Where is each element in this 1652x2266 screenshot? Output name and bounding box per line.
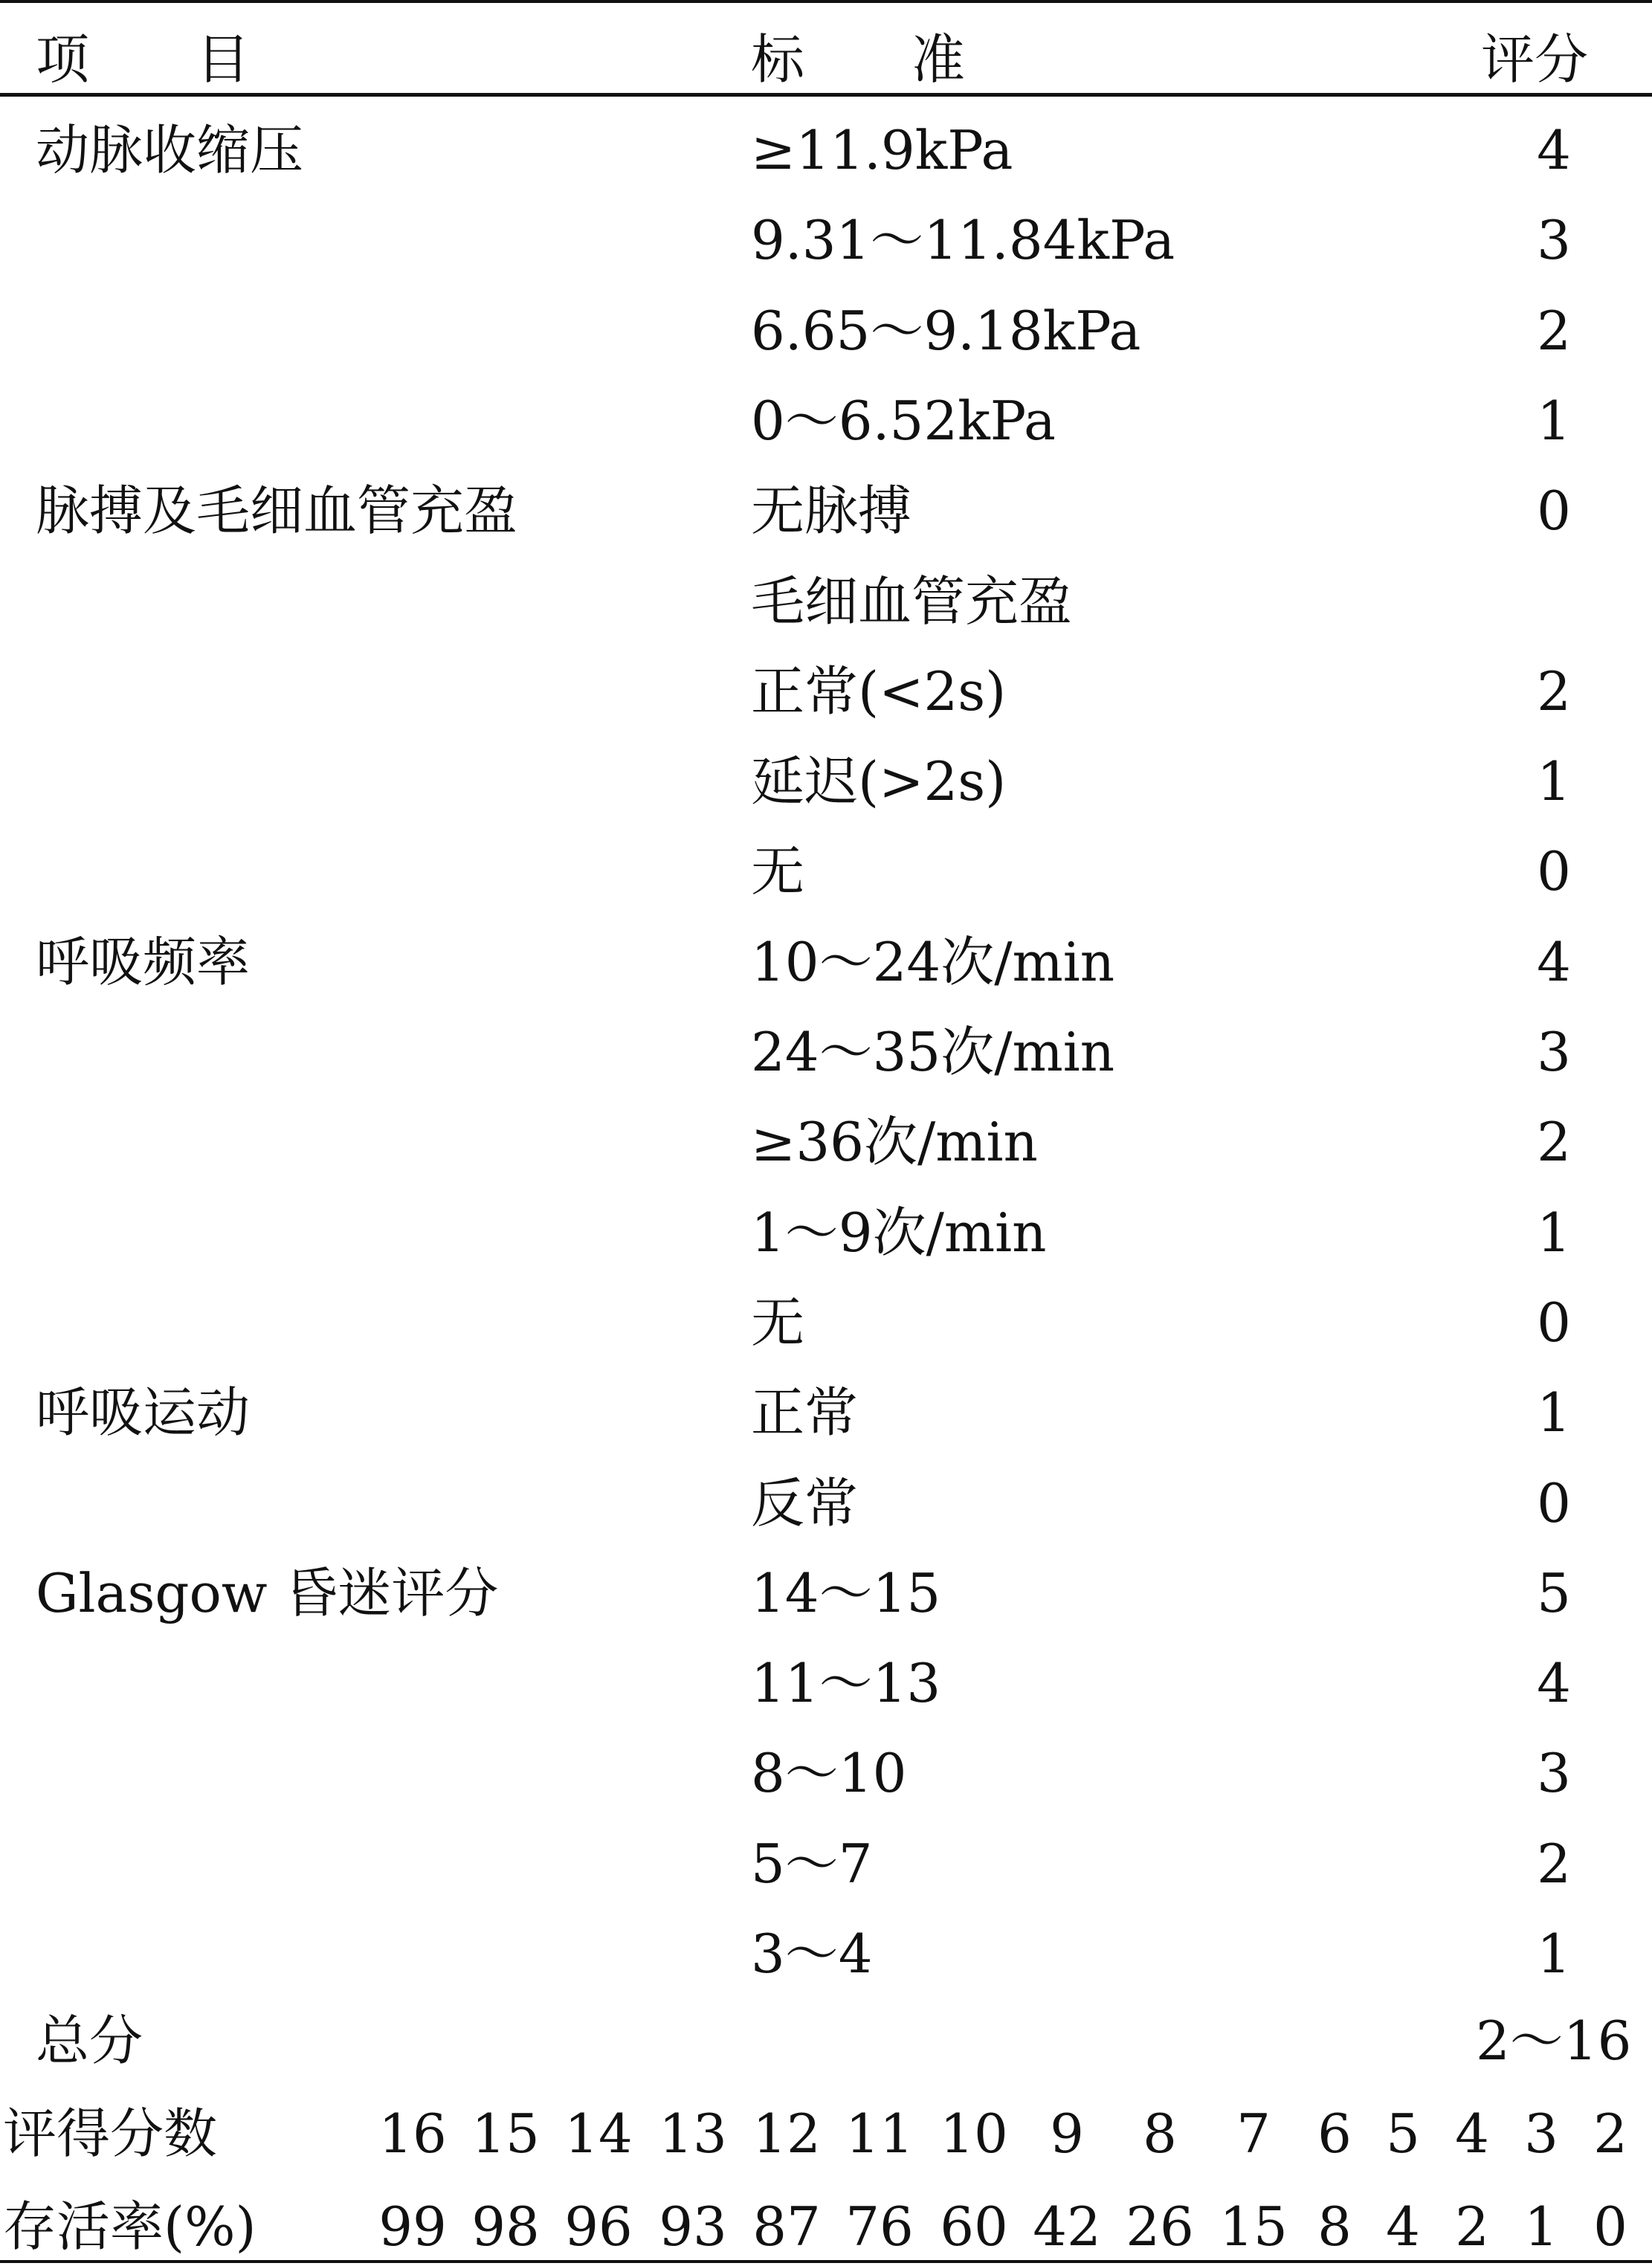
survival-value: 93 bbox=[659, 2195, 727, 2258]
row-standard: 正常(<2s) bbox=[751, 660, 1007, 723]
row-score: 3 bbox=[1537, 1021, 1571, 1083]
row-score: 1 bbox=[1537, 1923, 1571, 1985]
score-value: 5 bbox=[1386, 2102, 1420, 2165]
row-standard: 8～10 bbox=[751, 1742, 907, 1804]
header-score: 评分 bbox=[1481, 28, 1589, 91]
row-standard: 11～13 bbox=[751, 1652, 941, 1714]
score-value: 16 bbox=[378, 2102, 447, 2165]
row-score: 0 bbox=[1537, 840, 1571, 903]
row-standard: ≥36次/min bbox=[751, 1111, 1038, 1173]
score-value: 3 bbox=[1524, 2102, 1558, 2165]
survival-value: 98 bbox=[471, 2195, 540, 2258]
row-standard: 0～6.52kPa bbox=[751, 390, 1056, 452]
survival-row-label: 存活率(%) bbox=[3, 2195, 256, 2258]
row-score: 2 bbox=[1537, 660, 1571, 723]
header-standard: 标 准 bbox=[751, 28, 966, 91]
row-standard: 10～24次/min bbox=[751, 931, 1115, 993]
score-value: 11 bbox=[845, 2102, 914, 2165]
header-item: 项 目 bbox=[36, 28, 251, 91]
survival-value: 42 bbox=[1033, 2195, 1101, 2258]
row-score: 2 bbox=[1537, 1111, 1571, 1173]
row-standard: 14～15 bbox=[751, 1562, 941, 1624]
row-standard: 3～4 bbox=[751, 1923, 873, 1985]
score-value: 4 bbox=[1455, 2102, 1489, 2165]
score-value: 7 bbox=[1236, 2102, 1271, 2165]
row-score: 2 bbox=[1537, 300, 1571, 362]
row-score: 3 bbox=[1537, 209, 1571, 271]
row-score: 4 bbox=[1537, 931, 1571, 993]
survival-value: 8 bbox=[1317, 2195, 1352, 2258]
row-standard: 无脉搏 bbox=[751, 480, 912, 542]
survival-value: 76 bbox=[845, 2195, 914, 2258]
row-standard: 正常 bbox=[751, 1381, 859, 1444]
row-standard: 无 bbox=[751, 1291, 805, 1354]
row-score: 1 bbox=[1537, 1201, 1571, 1264]
row-item: 动脉收缩压 bbox=[36, 119, 304, 181]
row-score: 1 bbox=[1537, 750, 1571, 813]
row-score: 1 bbox=[1537, 1381, 1571, 1444]
survival-value: 99 bbox=[378, 2195, 447, 2258]
survival-value: 87 bbox=[752, 2195, 821, 2258]
row-item: Glasgow 昏迷评分 bbox=[36, 1562, 499, 1624]
row-score: 0 bbox=[1537, 1291, 1571, 1354]
survival-value: 2 bbox=[1455, 2195, 1489, 2258]
score-value: 15 bbox=[471, 2102, 540, 2165]
row-item: 脉搏及毛细血管充盈 bbox=[36, 480, 518, 542]
score-value: 10 bbox=[940, 2102, 1008, 2165]
total-label: 总分 bbox=[36, 2010, 143, 2072]
score-value: 6 bbox=[1317, 2102, 1352, 2165]
scores-row-label: 评得分数 bbox=[3, 2102, 218, 2165]
header-rule bbox=[0, 93, 1652, 97]
score-value: 9 bbox=[1050, 2102, 1084, 2165]
survival-value: 96 bbox=[564, 2195, 633, 2258]
total-value: 2～16 bbox=[1476, 2010, 1632, 2072]
row-standard: 毛细血管充盈 bbox=[751, 570, 1073, 633]
row-standard: 6.65～9.18kPa bbox=[751, 300, 1141, 362]
score-value: 12 bbox=[752, 2102, 821, 2165]
bottom-rule bbox=[0, 2260, 1652, 2263]
row-standard: 5～7 bbox=[751, 1833, 873, 1895]
row-standard: 9.31～11.84kPa bbox=[751, 209, 1175, 271]
row-score: 4 bbox=[1537, 119, 1571, 181]
score-value: 14 bbox=[564, 2102, 633, 2165]
survival-value: 60 bbox=[940, 2195, 1008, 2258]
score-value: 2 bbox=[1593, 2102, 1627, 2165]
survival-value: 4 bbox=[1386, 2195, 1420, 2258]
survival-value: 15 bbox=[1219, 2195, 1288, 2258]
row-score: 3 bbox=[1537, 1742, 1571, 1804]
row-standard: 24～35次/min bbox=[751, 1021, 1115, 1083]
survival-value: 1 bbox=[1524, 2195, 1558, 2258]
row-score: 2 bbox=[1537, 1833, 1571, 1895]
row-score: 4 bbox=[1537, 1652, 1571, 1714]
row-standard: 反常 bbox=[751, 1472, 859, 1534]
score-value: 8 bbox=[1143, 2102, 1177, 2165]
row-score: 0 bbox=[1537, 480, 1571, 542]
row-item: 呼吸运动 bbox=[36, 1381, 251, 1444]
row-standard: 延迟(>2s) bbox=[751, 750, 1007, 813]
row-item: 呼吸频率 bbox=[36, 931, 251, 993]
top-rule bbox=[0, 0, 1652, 3]
row-score: 5 bbox=[1537, 1562, 1571, 1624]
row-score: 0 bbox=[1537, 1472, 1571, 1534]
score-value: 13 bbox=[659, 2102, 727, 2165]
survival-value: 0 bbox=[1593, 2195, 1627, 2258]
row-standard: ≥11.9kPa bbox=[751, 119, 1013, 181]
row-score: 1 bbox=[1537, 390, 1571, 452]
survival-value: 26 bbox=[1126, 2195, 1194, 2258]
row-standard: 无 bbox=[751, 840, 805, 903]
row-standard: 1～9次/min bbox=[751, 1201, 1047, 1264]
